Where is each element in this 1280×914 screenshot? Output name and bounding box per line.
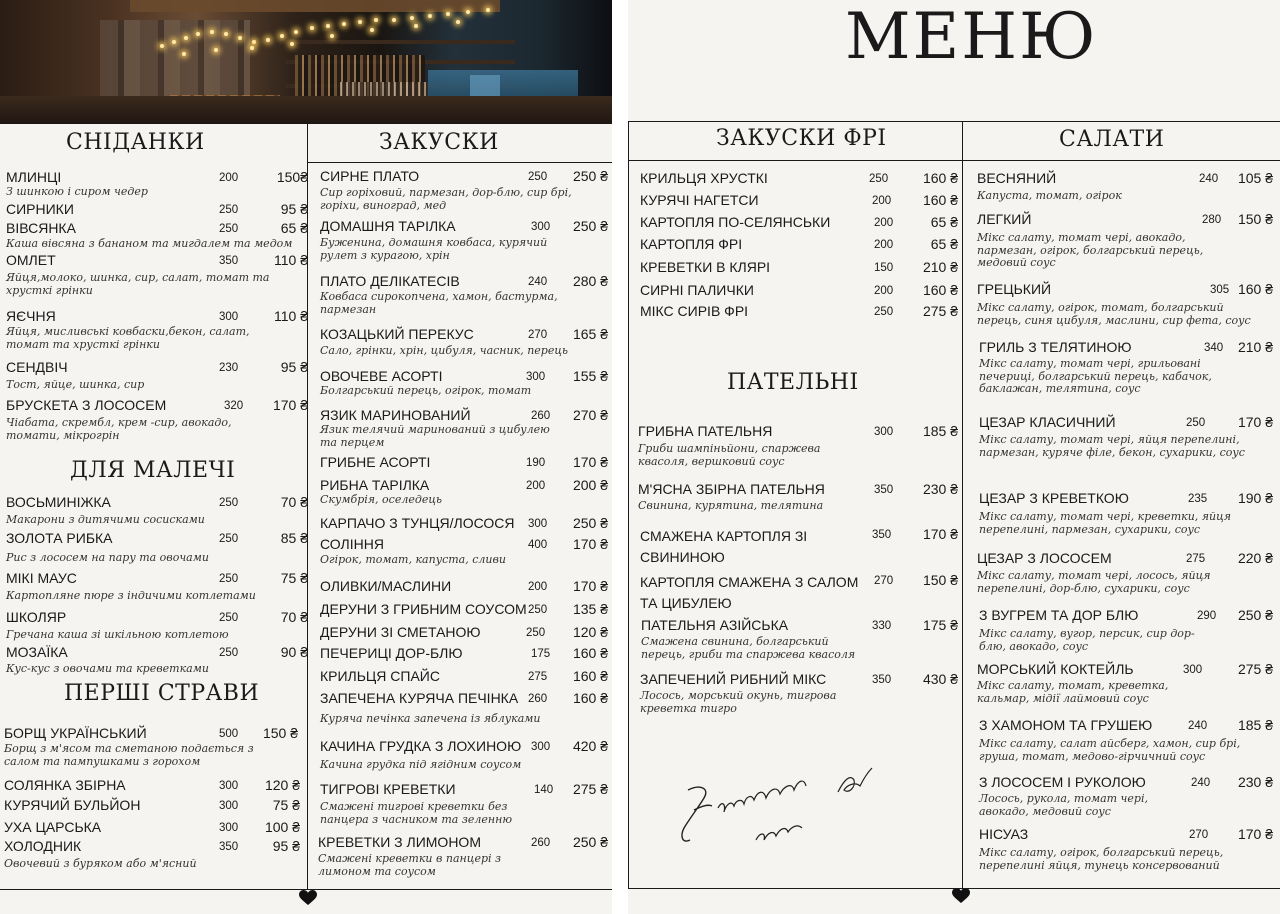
- item-grams: 250: [219, 533, 239, 545]
- item-price: 250 ₴: [1237, 607, 1273, 623]
- item-name: ОВОЧЕВЕ АСОРТІ: [320, 368, 443, 384]
- item-description: Лосось, рукола, томат чері, авокадо, медовий соус: [979, 792, 1148, 818]
- item-price: 420 ₴: [572, 738, 608, 754]
- item-description: Капуста, томат, огірок: [977, 189, 1122, 202]
- item-name: М'ЯСНА ЗБІРНА ПАТЕЛЬНЯ: [638, 481, 825, 497]
- item-name: ЗАПЕЧЕНА КУРЯЧА ПЕЧІНКА: [320, 690, 519, 706]
- item-name: НІСУАЗ: [979, 826, 1029, 842]
- item-price: 150₴: [276, 169, 308, 185]
- item-price: 170 ₴: [1237, 826, 1273, 842]
- item-name: МІКІ МАУС: [6, 570, 77, 586]
- item-grams: 250: [219, 573, 239, 585]
- item-description: Мікс салату, огірок, томат, болгарський перець, синя цибуля, маслини, сир фета, соус: [977, 301, 1251, 327]
- item-name: КАРПАЧО З ТУНЦЯ/ЛОСОСЯ: [320, 515, 515, 531]
- item-description: Яйця,молоко, шинка, сир, салат, томат та хрусткі грінки: [6, 271, 270, 297]
- item-price: 110 ₴: [274, 252, 308, 268]
- item-description: Мікс салату, томат чері, яйця перепелині, пармезан, куряче філе, бекон, сухарики, соус: [979, 433, 1245, 459]
- item-name: ОМЛЕТ: [6, 252, 56, 268]
- item-grams: 200: [528, 581, 548, 593]
- cafe-interior-photo: [0, 0, 612, 124]
- item-grams: 140: [534, 784, 554, 796]
- heart-icon: [952, 888, 970, 904]
- item-name: КОЗАЦЬКИЙ ПЕРЕКУС: [320, 326, 474, 342]
- item-name: СИРНИКИ: [6, 201, 74, 217]
- menu-title: МЕНЮ: [845, 0, 1098, 74]
- item-price: 100 ₴: [264, 819, 300, 835]
- item-name: ДЕРУНИ З ГРИБНИМ СОУСОМ: [320, 601, 527, 617]
- item-grams: 200: [219, 172, 239, 184]
- item-grams: 190: [526, 457, 546, 469]
- item-price: 160 ₴: [922, 282, 958, 298]
- item-price: 95 ₴: [280, 359, 308, 375]
- item-grams: 250: [219, 204, 239, 216]
- divider: [0, 122, 612, 123]
- item-price: 250 ₴: [572, 834, 608, 850]
- item-price: 95 ₴: [280, 201, 308, 217]
- item-price: 160 ₴: [922, 170, 958, 186]
- item-grams: 290: [1197, 610, 1217, 622]
- item-price: 70 ₴: [280, 609, 308, 625]
- item-name: ГРИБНЕ АСОРТІ: [320, 454, 431, 470]
- item-name: ДОМАШНЯ ТАРІЛКА: [320, 218, 456, 234]
- item-description: Гречана каша зі шкільною котлетою: [6, 628, 229, 641]
- item-grams: 250: [219, 647, 239, 659]
- item-grams: 340: [1204, 342, 1224, 354]
- item-grams: 240: [1188, 720, 1208, 732]
- item-name: СЕНДВІЧ: [6, 359, 68, 375]
- item-description: Картопляне пюре з індичими котлетами: [6, 589, 256, 602]
- item-grams: 230: [219, 362, 239, 374]
- section-title-snacks: ЗАКУСКИ: [379, 130, 499, 155]
- item-name: БОРЩ УКРАЇНСЬКИЙ: [4, 725, 147, 741]
- item-price: 170 ₴: [572, 536, 608, 552]
- section-title-kids: ДЛЯ МАЛЕЧІ: [70, 458, 236, 483]
- item-name: ЦЕЗАР З КРЕВЕТКОЮ: [979, 490, 1129, 506]
- item-grams: 280: [1202, 214, 1222, 226]
- item-name: ЛЕГКИЙ: [977, 211, 1032, 227]
- item-grams: 350: [219, 841, 239, 853]
- item-name: ЯЗИК МАРИНОВАНИЙ: [320, 407, 471, 423]
- item-name: СИРНЕ ПЛАТО: [320, 168, 420, 184]
- item-grams: 150: [874, 262, 894, 274]
- item-description: Мікс салату, вугор, персик, сир дор-блю, авокадо, соус: [979, 627, 1195, 653]
- item-grams: 200: [874, 285, 894, 297]
- item-price: 120 ₴: [264, 777, 300, 793]
- item-price: 75 ₴: [280, 570, 308, 586]
- item-description: Огірок, томат, капуста, сливи: [320, 553, 506, 566]
- item-grams: 300: [219, 311, 239, 323]
- item-grams: 500: [219, 728, 239, 740]
- item-price: 280 ₴: [572, 273, 608, 289]
- item-grams: 300: [531, 221, 551, 233]
- item-name: КАРТОПЛЯ СМАЖЕНА З САЛОМ ТА ЦИБУЛЕЮ: [640, 574, 859, 611]
- item-description: Макарони з дитячими сосисками: [6, 513, 205, 526]
- item-price: 250 ₴: [572, 218, 608, 234]
- item-price: 170 ₴: [922, 526, 958, 542]
- item-name: ХОЛОДНИК: [4, 838, 82, 854]
- item-description: Свинина, курятина, телятина: [638, 499, 824, 512]
- section-title-soups: ПЕРШІ СТРАВИ: [64, 681, 260, 706]
- item-name: СОЛІННЯ: [320, 536, 384, 552]
- item-name: КУРЯЧИЙ БУЛЬЙОН: [4, 797, 141, 813]
- item-grams: 250: [219, 612, 239, 624]
- item-name: РИБНА ТАРІЛКА: [320, 477, 430, 493]
- item-price: 160 ₴: [572, 668, 608, 684]
- item-description: Мікс салату, томат чері, лосось, яйця перепелині, дор-блю, сухарики, соус: [977, 569, 1211, 595]
- item-price: 275 ₴: [572, 781, 608, 797]
- item-description: Кус-кус з овочами та креветками: [6, 662, 209, 675]
- item-grams: 240: [1199, 173, 1219, 185]
- item-grams: 350: [219, 255, 239, 267]
- item-name: КАЧИНА ГРУДКА З ЛОХИНОЮ: [320, 738, 522, 754]
- item-name: МЛИНЦІ: [6, 169, 62, 185]
- item-grams: 250: [528, 171, 548, 183]
- column-divider: [962, 121, 963, 889]
- item-name: ВОСЬМИНІЖКА: [6, 494, 111, 510]
- item-grams: 240: [1191, 777, 1211, 789]
- item-grams: 300: [1183, 664, 1203, 676]
- item-description: Мікс салату, огірок, болгарський перець, перепелині яйця, тунець консервований: [979, 846, 1224, 872]
- item-grams: 275: [528, 671, 548, 683]
- item-grams: 300: [219, 780, 239, 792]
- divider: [628, 121, 1280, 122]
- section-title-breakfast: СНІДАНКИ: [66, 130, 205, 155]
- item-price: 70 ₴: [280, 494, 308, 510]
- item-grams: 270: [528, 329, 548, 341]
- item-grams: 250: [874, 306, 894, 318]
- item-name: ГРЕЦЬКИЙ: [977, 281, 1052, 297]
- item-name: ГРИЛЬ З ТЕЛЯТИНОЮ: [979, 339, 1132, 355]
- divider: [628, 888, 1280, 889]
- item-name: КРЕВЕТКИ В КЛЯРІ: [640, 259, 771, 275]
- item-price: 175 ₴: [922, 617, 958, 633]
- item-grams: 300: [219, 800, 239, 812]
- item-price: 135 ₴: [572, 601, 608, 617]
- item-description: Сало, грінки, хрін, цибуля, часник, перець: [320, 344, 569, 357]
- item-price: 275 ₴: [1237, 661, 1273, 677]
- item-grams: 275: [1186, 553, 1206, 565]
- item-name: З ХАМОНОМ ТА ГРУШЕЮ: [979, 717, 1153, 733]
- item-name: ГРИБНА ПАТЕЛЬНЯ: [638, 423, 773, 439]
- item-description: Буженина, домашня ковбаса, курячий рулет з курагою, хрін: [320, 236, 548, 262]
- item-price: 250 ₴: [572, 515, 608, 531]
- item-grams: 270: [1189, 829, 1209, 841]
- item-grams: 250: [219, 223, 239, 235]
- item-grams: 320: [224, 400, 244, 412]
- handwritten-signature: [660, 760, 910, 855]
- section-title-fries: ЗАКУСКИ ФРІ: [716, 126, 887, 151]
- heart-icon: [299, 890, 317, 906]
- item-price: 160 ₴: [572, 645, 608, 661]
- item-name: З ЛОСОСЕМ І РУКОЛОЮ: [979, 774, 1146, 790]
- item-grams: 200: [526, 480, 546, 492]
- item-name: КАРТОПЛЯ ФРІ: [640, 236, 743, 252]
- item-grams: 240: [528, 276, 548, 288]
- item-description: Качина грудка під ягідним соусом: [320, 758, 522, 771]
- item-description: Язик телячий маринований з цибулею та перцем: [320, 423, 550, 449]
- item-name: ТИГРОВІ КРЕВЕТКИ: [320, 781, 456, 797]
- frame-line: [628, 121, 629, 889]
- item-price: 95 ₴: [272, 838, 300, 854]
- item-description: Чіабата, скрембл, крем -сир, авокадо, томати, мікрогрін: [6, 416, 232, 442]
- item-price: 230 ₴: [922, 481, 958, 497]
- item-price: 170 ₴: [1237, 414, 1273, 430]
- item-description: Овочевий з буряком або м'ясний: [4, 857, 197, 870]
- item-price: 150 ₴: [922, 572, 958, 588]
- item-price: 170 ₴: [572, 578, 608, 594]
- item-price: 150 ₴: [262, 725, 298, 741]
- item-description: Каша вівсяна з бананом та мигдалем та медом: [6, 237, 293, 250]
- item-grams: 250: [1186, 417, 1206, 429]
- item-description: Гриби шампіньйони, спаржева квасоля, вершковий соус: [638, 442, 821, 468]
- item-description: Мікс салату, томат чері, грильовані печериці, болгарський перець, кабачок, баклажан, телятина, соус: [979, 357, 1212, 395]
- item-name: КРИЛЬЦЯ СПАЙС: [320, 668, 440, 684]
- item-grams: 260: [528, 693, 548, 705]
- item-grams: 300: [219, 822, 239, 834]
- item-grams: 260: [531, 410, 551, 422]
- item-name: СМАЖЕНА КАРТОПЛЯ ЗІ СВИНИНОЮ: [640, 528, 808, 565]
- item-description: Яйця, мисливські ковбаски,бекон, салат, томат та хрусткі грінки: [6, 325, 250, 351]
- item-price: 430 ₴: [922, 671, 958, 687]
- item-description: Ковбаса сирокопчена, хамон, бастурма, пармезан: [320, 290, 558, 316]
- item-grams: 270: [874, 575, 894, 587]
- item-name: ОЛИВКИ/МАСЛИНИ: [320, 578, 452, 594]
- item-grams: 250: [526, 627, 546, 639]
- item-price: 65 ₴: [930, 236, 958, 252]
- divider: [308, 162, 612, 163]
- item-price: 270 ₴: [572, 407, 608, 423]
- item-name: СИРНІ ПАЛИЧКИ: [640, 282, 754, 298]
- item-grams: 250: [219, 497, 239, 509]
- item-name: ШКОЛЯР: [6, 609, 67, 625]
- item-price: 250 ₴: [572, 168, 608, 184]
- item-grams: 250: [528, 604, 548, 616]
- item-price: 210 ₴: [922, 259, 958, 275]
- section-title-pans: ПАТЕЛЬНІ: [727, 370, 859, 395]
- item-name: КАРТОПЛЯ ПО-СЕЛЯНСЬКИ: [640, 214, 831, 230]
- item-description: Мікс салату, томат чері, авокадо, пармезан, огірок, болгарський перець, медовий соус: [977, 231, 1204, 269]
- item-description: Смажені тигрові креветки без панцера з часником та зеленню: [320, 800, 513, 826]
- item-name: ДЕРУНИ ЗІ СМЕТАНОЮ: [320, 624, 481, 640]
- item-description: Мікс салату, салат айсберг, хамон, сир брі, груша, томат, медово-гірчичний соус: [979, 737, 1241, 763]
- item-name: МОЗАЇКА: [6, 644, 68, 660]
- item-price: 65 ₴: [930, 214, 958, 230]
- item-price: 170 ₴: [272, 397, 308, 413]
- item-description: Лосось, морський окунь, тигрова креветка тигро: [640, 689, 837, 715]
- item-price: 75 ₴: [272, 797, 300, 813]
- item-price: 170 ₴: [572, 454, 608, 470]
- item-description: Борщ з м'ясом та сметаною подається з салом та пампушками з горохом: [4, 742, 254, 768]
- item-name: КРИЛЬЦЯ ХРУСТКІ: [640, 170, 768, 186]
- item-grams: 200: [874, 239, 894, 251]
- item-description: Скумбрія, оселедець: [320, 493, 442, 506]
- item-price: 275 ₴: [922, 303, 958, 319]
- item-grams: 350: [872, 529, 892, 541]
- item-description: Мікс салату, томат, креветка, кальмар, мідії лаймовий соус: [977, 679, 1169, 705]
- item-name: КУРЯЧІ НАГЕТСИ: [640, 192, 759, 208]
- item-name: ПЕЧЕРИЦІ ДОР-БЛЮ: [320, 645, 463, 661]
- item-name: КРЕВЕТКИ З ЛИМОНОМ: [318, 834, 481, 850]
- item-price: 110 ₴: [274, 308, 308, 324]
- item-price: 190 ₴: [1237, 490, 1273, 506]
- item-grams: 260: [531, 837, 551, 849]
- item-price: 150 ₴: [1237, 211, 1273, 227]
- item-name: ПЛАТО ДЕЛІКАТЕСІВ: [320, 273, 460, 289]
- item-grams: 400: [528, 539, 548, 551]
- section-title-salads: САЛАТИ: [1059, 127, 1165, 152]
- item-description: Куряча печінка запечена із яблуками: [320, 712, 541, 725]
- item-name: ЗАПЕЧЕНИЙ РИБНИЙ МІКС: [640, 671, 827, 687]
- item-price: 165 ₴: [572, 326, 608, 342]
- divider: [628, 160, 1280, 161]
- item-name: ЯЄЧНЯ: [6, 308, 56, 324]
- item-name: УХА ЦАРСЬКА: [4, 819, 102, 835]
- item-description: Смажена свинина, болгарський перець, гриби та спаржева квасоля: [641, 635, 856, 661]
- item-price: 220 ₴: [1237, 550, 1273, 566]
- item-name: МІКС СИРІВ ФРІ: [640, 303, 749, 319]
- item-description: Рис з лососем на пару та овочами: [6, 551, 209, 564]
- item-name: СОЛЯНКА ЗБІРНА: [4, 777, 126, 793]
- item-name: БРУСКЕТА З ЛОСОСЕМ: [6, 397, 167, 413]
- item-grams: 350: [874, 484, 894, 496]
- item-grams: 200: [874, 217, 894, 229]
- item-name: ВІВСЯНКА: [6, 220, 76, 236]
- item-description: Тост, яйце, шинка, сир: [6, 378, 145, 391]
- item-name: З ВУГРЕМ ТА ДОР БЛЮ: [979, 607, 1139, 623]
- item-price: 160 ₴: [572, 690, 608, 706]
- item-grams: 250: [869, 173, 889, 185]
- item-price: 105 ₴: [1237, 170, 1273, 186]
- item-name: ПАТЕЛЬНЯ АЗІЙСЬКА: [641, 617, 789, 633]
- item-name: ЦЕЗАР З ЛОСОСЕМ: [977, 550, 1112, 566]
- item-price: 185 ₴: [1237, 717, 1273, 733]
- item-grams: 300: [531, 741, 551, 753]
- item-grams: 305: [1210, 284, 1230, 296]
- item-price: 65 ₴: [280, 220, 308, 236]
- item-grams: 300: [528, 518, 548, 530]
- item-description: Смажені креветки в панцері з лимоном та соусом: [318, 852, 502, 878]
- item-price: 85 ₴: [280, 530, 308, 546]
- item-name: ВЕСНЯНИЙ: [977, 170, 1057, 186]
- item-price: 160 ₴: [922, 192, 958, 208]
- menu-page-left: [0, 0, 612, 914]
- item-name: ЦЕЗАР КЛАСИЧНИЙ: [979, 414, 1116, 430]
- item-price: 120 ₴: [572, 624, 608, 640]
- item-price: 185 ₴: [922, 423, 958, 439]
- item-grams: 235: [1188, 493, 1208, 505]
- item-grams: 350: [872, 674, 892, 686]
- item-description: Сир горіховий, пармезан, дор-блю, сир брі, горіхи, виноград, мед: [320, 186, 572, 212]
- item-price: 230 ₴: [1237, 774, 1273, 790]
- item-price: 155 ₴: [572, 368, 608, 384]
- item-description: Мікс салату, томат чері, креветки, яйця перепелині, пармезан, сухарики, соус: [979, 510, 1232, 536]
- item-name: МОРСЬКИЙ КОКТЕЙЛЬ: [977, 661, 1134, 677]
- item-grams: 200: [872, 195, 892, 207]
- item-description: З шинкою і сиром чедер: [6, 185, 148, 198]
- item-price: 200 ₴: [572, 477, 608, 493]
- item-grams: 300: [874, 426, 894, 438]
- item-price: 210 ₴: [1237, 339, 1273, 355]
- item-grams: 330: [872, 620, 892, 632]
- item-grams: 175: [531, 648, 551, 660]
- item-price: 90 ₴: [280, 644, 308, 660]
- item-description: Болгарський перець, огірок, томат: [320, 384, 532, 397]
- item-grams: 300: [526, 371, 546, 383]
- item-price: 160 ₴: [1237, 281, 1273, 297]
- item-name: ЗОЛОТА РИБКА: [6, 530, 113, 546]
